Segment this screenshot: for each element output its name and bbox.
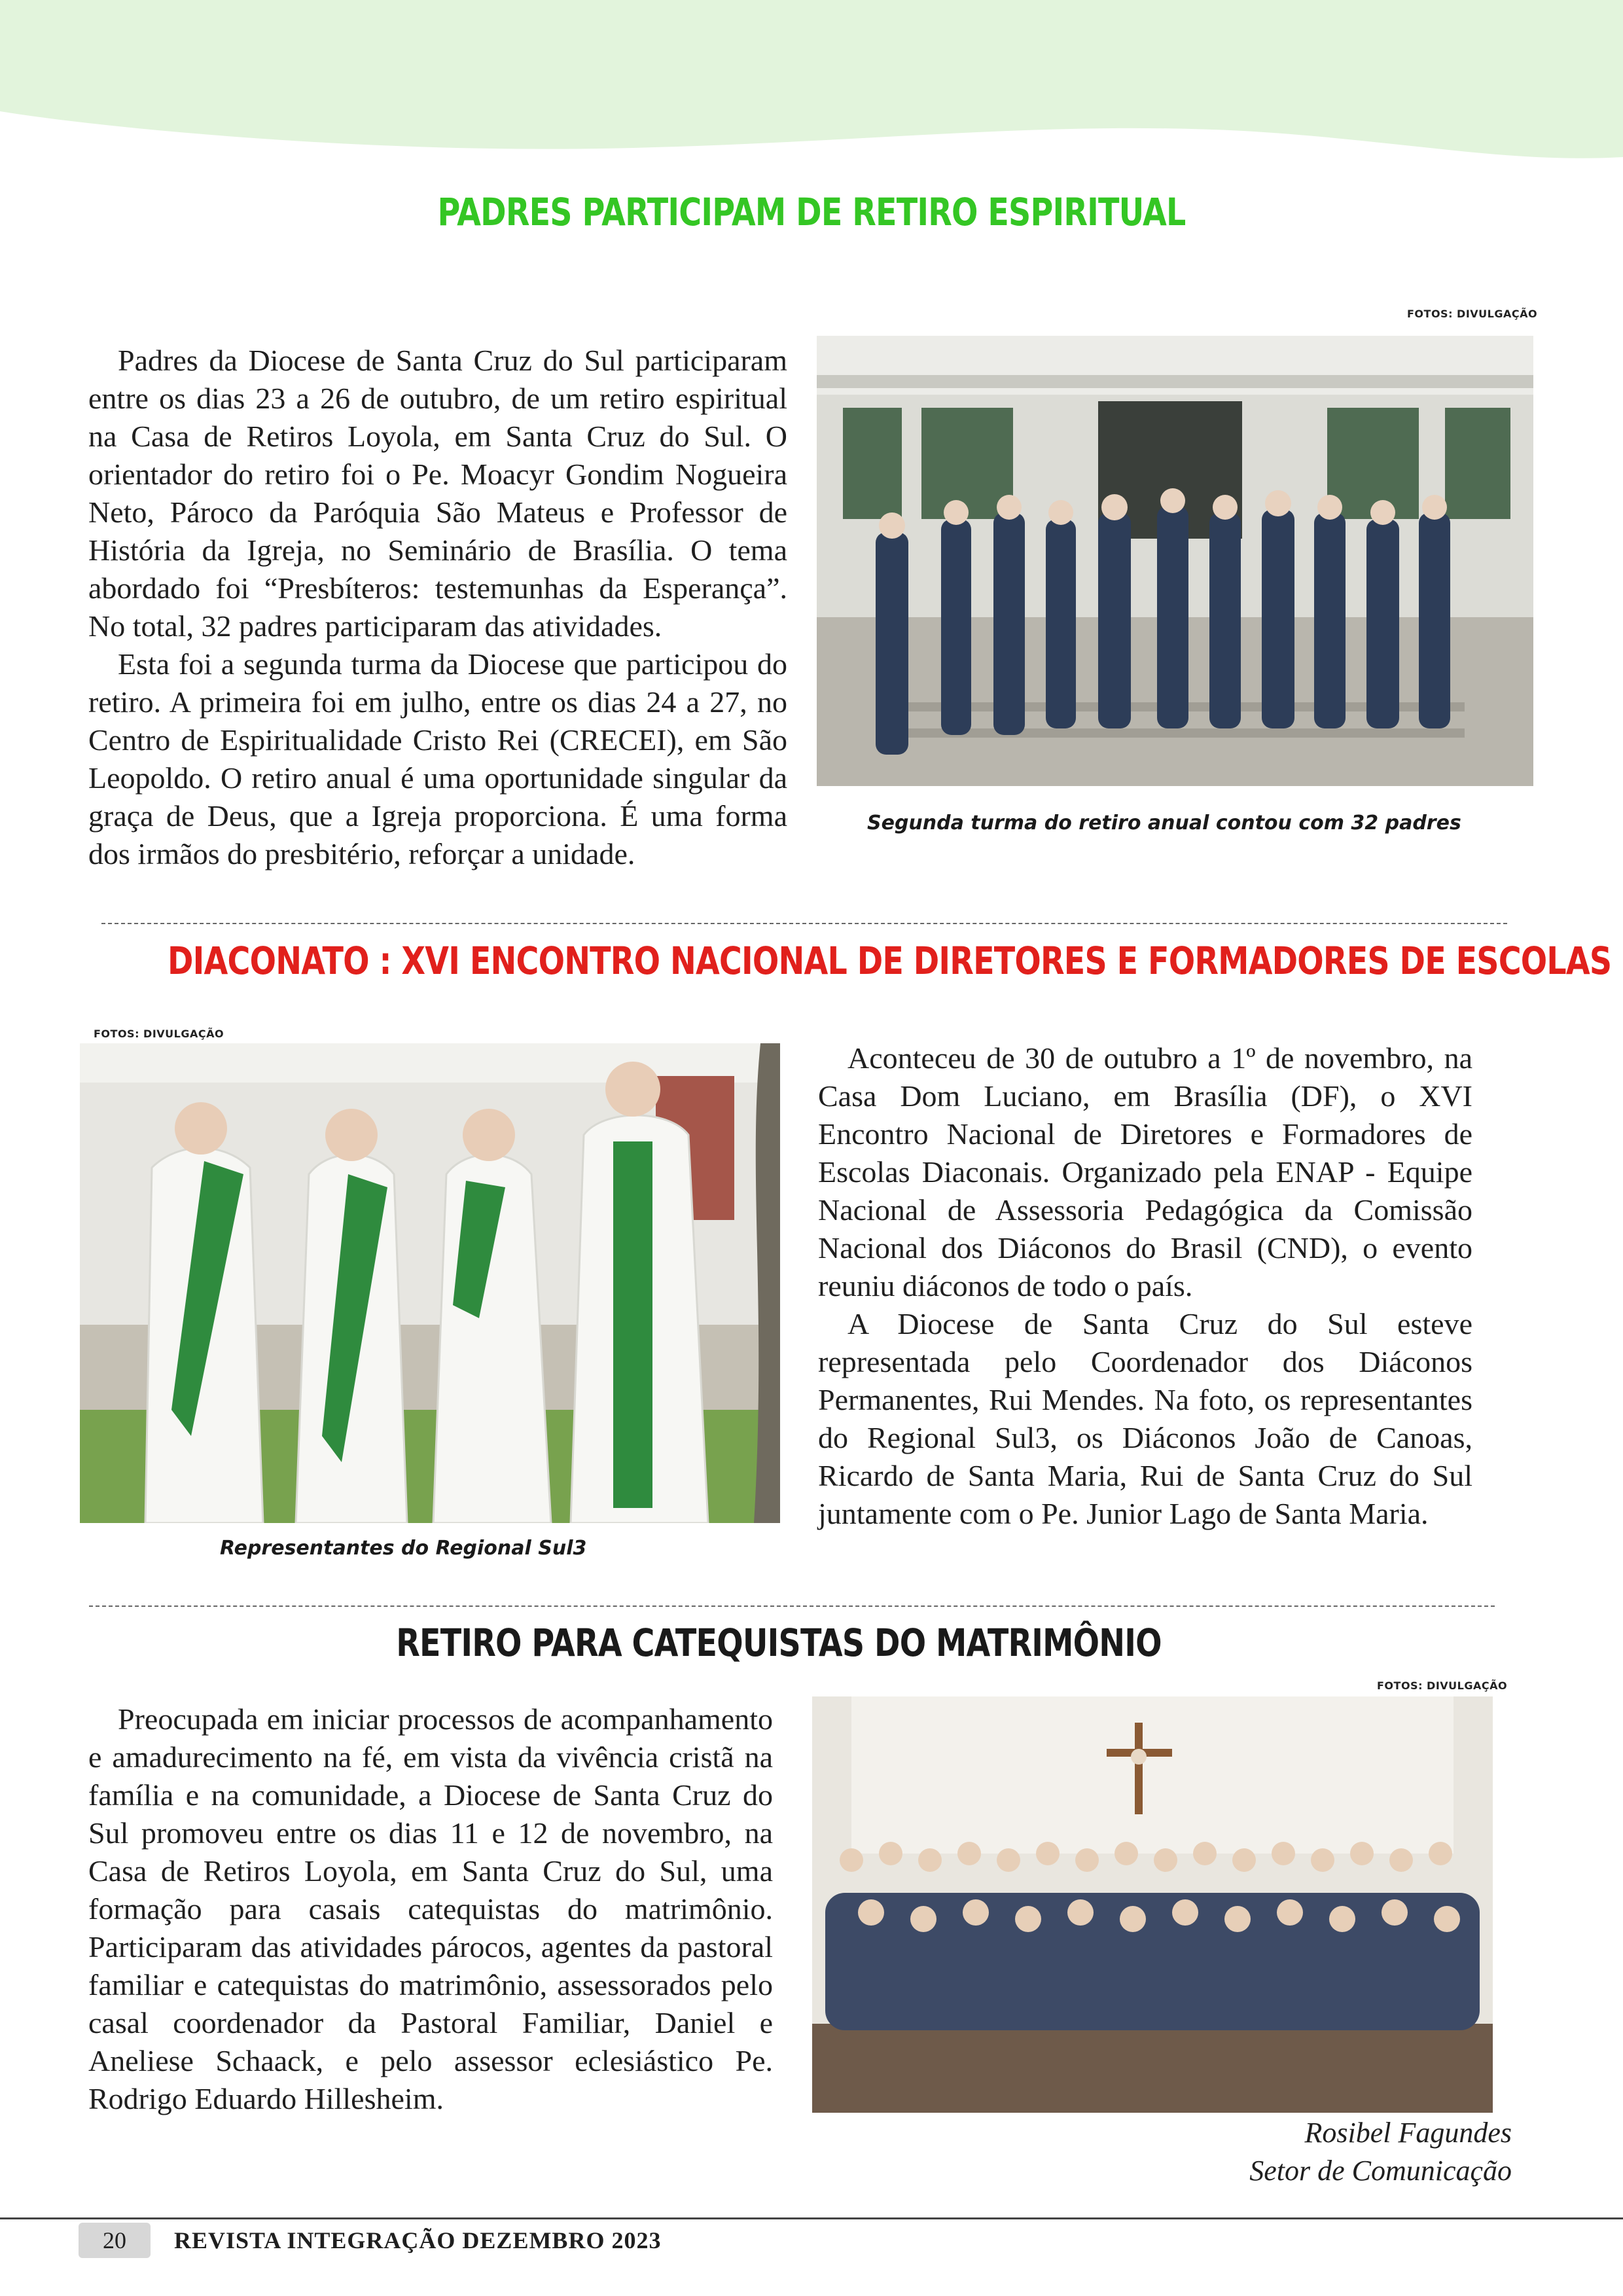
article1-photo-credit: FOTOS: DIVULGAÇÃO (1407, 308, 1538, 320)
article1-body (88, 342, 787, 873)
article2-deacons-photo (80, 1043, 780, 1523)
article2-body (818, 1039, 1472, 1533)
article3-group-photo (812, 1696, 1493, 2113)
top-decorative-band (0, 0, 1623, 170)
article3-body (88, 1700, 773, 2118)
article2-caption: Representantes do Regional Sul3 (220, 1537, 587, 1560)
footer-magazine-title: REVISTA INTEGRAÇÃO DEZEMBRO 2023 (174, 2227, 662, 2253)
footer-rule (0, 2217, 1623, 2219)
article2-paragraph-1: Aconteceu de 30 de outubro a 1º de novembro, na Casa Dom Luciano, em Brasília (DF), o XVI Encontro Nacional de Diretores e Formadores de Escolas Diaconais. Organizado pela ENAP - Equipe Nacional de Assessoria Pedagógica da Comissão Nacional dos Diáconos do Brasil (CND), o evento reuniu diáconos de todo o país. (818, 1041, 1472, 1302)
article2-photo-credit: FOTOS: DIVULGAÇÃO (94, 1028, 224, 1040)
article3-paragraph-1: Preocupada em iniciar processos de acompanhamento e amadurecimento na fé, em vista da vivência cristã na família e na comunidade, a Diocese de Santa Cruz do Sul promoveu entre os dias 11 e 12 de novembro, na Casa de Retiros Loyola, em Santa Cruz do Sul, uma formação para casais catequistas do matrimônio. Participaram das atividades párocos, agentes da pastoral familiar e catequistas do matrimônio, assessorados pelo casal coordenador da Pastoral Familiar, Daniel e Aneliese Schaack, e pelo assessor eclesiástico Pe. Rodrigo Eduardo Hillesheim. (88, 1702, 773, 2115)
article2-headline: DIACONATO : XVI ENCONTRO NACIONAL DE DIRETORES E FORMADORES DE ESCOLAS (168, 939, 1612, 983)
article1-group-photo (817, 336, 1533, 786)
article3-photo-credit: FOTOS: DIVULGAÇÃO (1377, 1679, 1508, 1692)
divider-2 (89, 1605, 1495, 1607)
signature-role: Setor de Comunicação (1249, 2155, 1512, 2187)
signature-name: Rosibel Fagundes (1304, 2117, 1512, 2149)
article2-paragraph-2: A Diocese de Santa Cruz do Sul esteve representada pelo Coordenador dos Diáconos Permanentes, Rui Mendes. Na foto, os representantes do Regional Sul3, os Diáconos João de Canoas, Ricardo de Santa Maria, Rui de Santa Cruz do Sul juntamente com o Pe. Junior Lago de Santa Maria. (818, 1307, 1472, 1530)
article1-paragraph-2: Esta foi a segunda turma da Diocese que participou do retiro. A primeira foi em julho, entre os dias 24 a 27, no Centro de Espiritualidade Cristo Rei (CRECEI), em São Leopoldo. O retiro anual é uma oportunidade singular da graça de Deus, que a Igreja proporciona. É uma forma dos irmãos do presbitério, reforçar a unidade. (88, 647, 787, 870)
article1-headline: PADRES PARTICIPAM DE RETIRO ESPIRITUAL (437, 190, 1186, 234)
signature (1113, 2114, 1512, 2190)
divider-1 (101, 923, 1507, 924)
article1-caption: Segunda turma do retiro anual contou com 32 padres (867, 812, 1461, 834)
article3-headline: RETIRO PARA CATEQUISTAS DO MATRIMÔNIO (396, 1621, 1162, 1665)
page-number: 20 (103, 2227, 126, 2253)
article1-paragraph-1: Padres da Diocese de Santa Cruz do Sul participaram entre os dias 23 a 26 de outubro, de um retiro espiritual na Casa de Retiros Loyola, em Santa Cruz do Sul. O orientador do retiro foi o Pe. Moacyr Gondim Nogueira Neto, Pároco da Paróquia São Mateus e Professor de História da Igreja, no Seminário de Brasília. O tema abordado foi “Presbíteros: testemunhas da Esperança”. No total, 32 padres participaram das atividades. (88, 344, 787, 643)
